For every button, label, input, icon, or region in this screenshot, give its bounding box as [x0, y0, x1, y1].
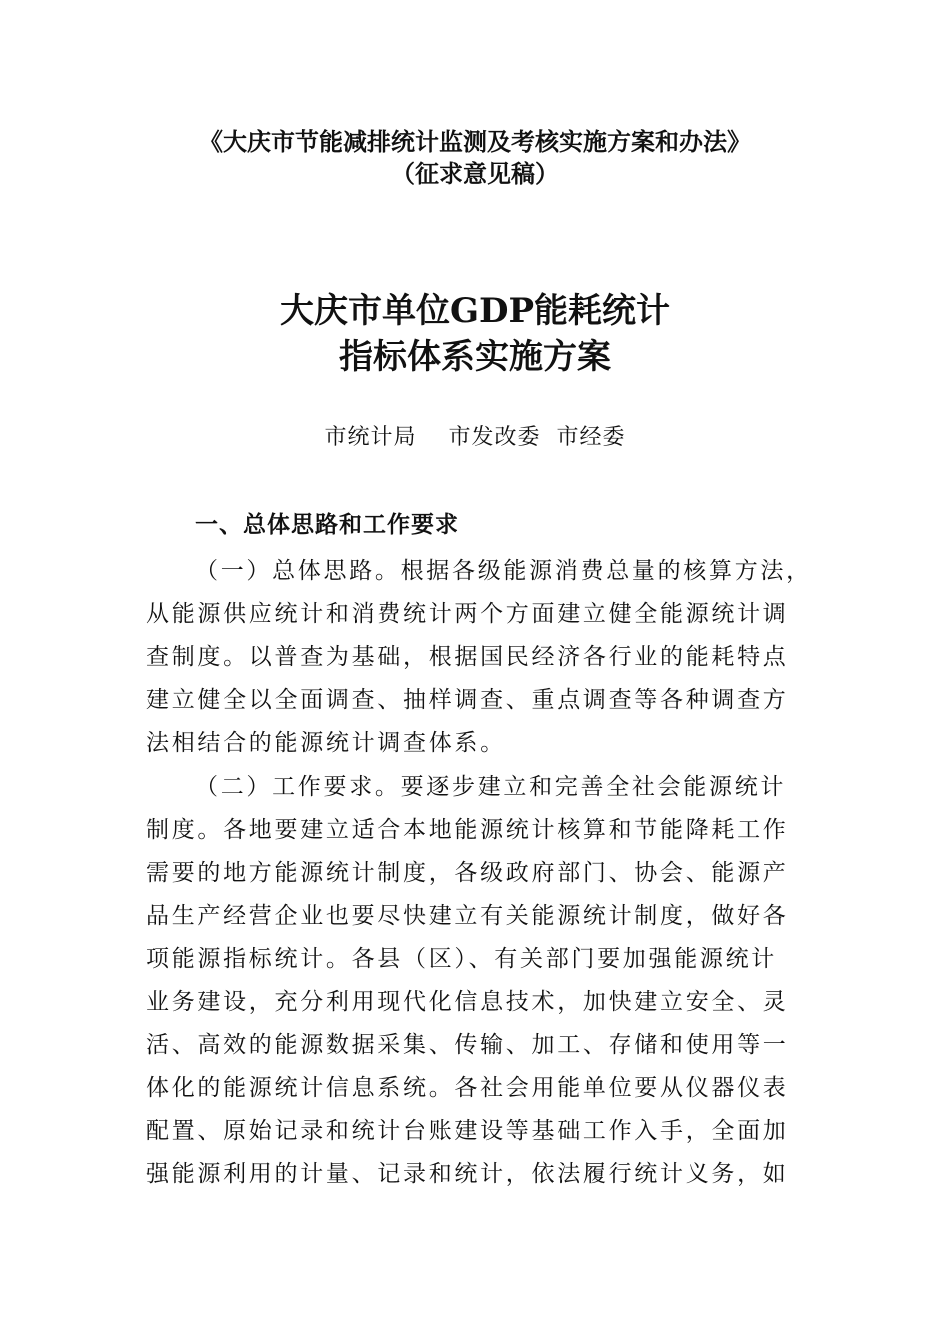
main-title-line-2: 指标体系实施方案	[339, 337, 611, 377]
paragraph-2-line: 体化的能源统计信息系统。各社会用能单位要从仪器仪表	[146, 1075, 789, 1101]
paragraph-2-line: 项能源指标统计。各县（区）、有关部门要加强能源统计	[146, 946, 777, 972]
paragraph-2-line: 制度。各地要建立适合本地能源统计核算和节能降耗工作	[146, 817, 789, 843]
paragraph-1-line: 从能源供应统计和消费统计两个方面建立健全能源统计调	[146, 601, 789, 627]
paragraph-2-line: 业务建设，充分利用现代化信息技术，加快建立安全、灵	[146, 989, 789, 1015]
paragraph-2-line: 配置、原始记录和统计台账建设等基础工作入手，全面加	[146, 1118, 789, 1144]
paragraph-2-line: 活、高效的能源数据采集、传输、加工、存储和使用等一	[146, 1032, 789, 1058]
paragraph-1-line: 建立健全以全面调查、抽样调查、重点调查等各种调查方	[146, 687, 789, 713]
issuing-departments: 市统计局 市发改委 市经委	[324, 425, 626, 450]
paragraph-2-line: 品生产经营企业也要尽快建立有关能源统计制度，做好各	[146, 903, 789, 929]
paragraph-2-line: 强能源利用的计量、记录和统计，依法履行统计义务，如	[146, 1161, 789, 1187]
paragraph-1-line: 查制度。以普查为基础，根据国民经济各行业的能耗特点	[146, 644, 789, 670]
paragraph-1-line: 法相结合的能源统计调查体系。	[146, 730, 506, 756]
document-title-line-2: （征求意见稿）	[391, 159, 559, 188]
paragraph-2-line: （二）工作要求。要逐步建立和完善全社会能源统计	[195, 774, 787, 800]
document-title-line-1: 《大庆市节能减排统计监测及考核实施方案和办法》	[199, 127, 751, 156]
paragraph-2-line: 需要的地方能源统计制度，各级政府部门、协会、能源产	[146, 860, 789, 886]
paragraph-1-line: （一）总体思路。根据各级能源消费总量的核算方法，	[195, 558, 812, 584]
main-title-line-1: 大庆市单位GDP能耗统计	[279, 291, 671, 331]
section-heading: 一、总体思路和工作要求	[195, 511, 459, 538]
